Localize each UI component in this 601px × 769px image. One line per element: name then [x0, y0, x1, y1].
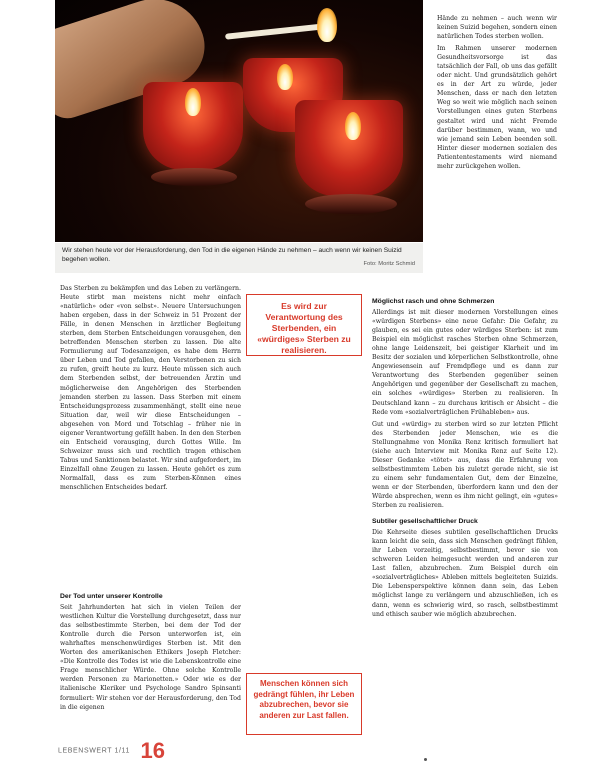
paragraph: Die Kehrseite dieses subtilen gesellschaftlichen Drucks kann leicht die sein, dass sich Menschen gedrängt fühlen, ihr Leben vorzeitig, selbstbestimmt, bevor sie von schweren Leiden heimgesucht werden und anderen zur Last fallen, abzubrechen. Zum Beispiel durch ein «sozialverträgliches» Ableben mittels begleiteten Suizids. Die Lebensperspektive können dann sein, das Leben möglichst lange zu verlängern und abzuschließen, ich es dann, wenn es schwierig wird, so rasch, selbstbestimmt und ethisch sauber wie möglich abzubrechen.	[372, 529, 558, 618]
section-heading: Möglichst rasch und ohne Schmerzen	[372, 298, 495, 305]
photo-credit: Foto: Moritz Schmid	[363, 261, 415, 267]
pull-quote-text: Es wird zur Verantwortung des Sterbenden, ein «würdiges» Sterben zu realisieren.	[257, 301, 351, 355]
column-right-top	[437, 14, 557, 171]
paragraph: Hände zu nehmen – auch wenn wir keinen Suizid begehen, sondern einen natürlichen Todes sterben wollen.	[437, 15, 557, 41]
column-right	[372, 297, 558, 619]
photo-caption	[55, 243, 423, 273]
paragraph: Allerdings ist mit dieser modernen Vorstellungen eines «würdigen Sterbens» eine neue Gefahr: Die Gefahr, zu glauben, es sei ein gutes oder würdiges Sterben: ist zum Beispiel ein möglichst rasches Sterben ohne Schmerzen, ohne lange Leidenszeit, bei geistiger Klarheit und im Besitz der sozialen und körperlichen Selbstkontrolle, ohne Angewiesensein auf Fremdpflege und es dann zur Verantwortung des Sterbenden gegenüber seinen Angehörigen und gegenüber der Gesellschaft zu machen, ein solches «würdiges» Sterben zu realisieren. In Deutschland kann – zu durchaus kritisch er Absicht – die Rede vom «sozialverträglichen Frühableben» aus.	[372, 309, 558, 416]
decorative-dot	[424, 758, 427, 761]
photo-caption-text: Wir stehen heute vor der Herausforderung, den Tod in die eigenen Hände zu nehmen – auch wenn wir keinen Suizid begehen wollen.	[62, 247, 402, 263]
column-middle	[246, 362, 366, 582]
candle-glass-right-base	[305, 194, 397, 214]
candle-flame-left	[185, 88, 201, 116]
candle-glass-left-base	[151, 168, 237, 186]
paragraph: Seit Jahrhunderten hat sich in vielen Teilen der westlichen Kultur die Vorstellung durchgesetzt, dass nur das selbstbestimmte Sterben, bei dem der Tod der Kontrolle durch die Person unterworfen ist, ein wahrhaftes menschenwürdiges Sterben ist. Mit den Worten des amerikanischen Ethikers Joseph Fletcher: «Die Kontrolle des Todes ist wie die Lebenskontrolle eine Frage menschlicher Würde. Ohne solche Kontrolle werden Personen zu Marionetten.» Oder wie es der italienische Kleriker und Psychologe Sandro Spinsanti formuliert: Wir stehen vor der Herausforderung, den Tod in die eigenen	[60, 604, 241, 711]
magazine-name: LEBENSWERT 1/11	[58, 747, 131, 755]
section-heading: Der Tod unter unserer Kontrolle	[60, 593, 163, 600]
flame-lighter	[317, 8, 337, 42]
paragraph: Gut und «würdig» zu sterben wird so zur letzten Pflicht des Sterbenden jeder Menschen, wie es die Stellungnahme von Monika Renz kritisch formuliert hat (siehe auch Interview mit Monika Renz auf Seite 12). Dieser Gedanke «tötet» aus, dass die Erfahrung von selbstbestimmtem Leben bis zuletzt gerade nicht, sie ist zu einem sehr fundamentalen Gut, dem der Einzelne, wenn er der Sterbenden, überfordern kann und den der Würde absprechen, wenn es ihm nicht gelingt, ein «gutes» Sterben zu realisieren.	[372, 420, 558, 510]
column-left	[60, 284, 241, 492]
candle-flame-middle	[277, 64, 293, 90]
pull-quote-text: Menschen können sich gedrängt fühlen, ihr Leben abzubrechen, bevor sie anderen zur Last fallen.	[253, 679, 355, 720]
candle-photo	[55, 0, 423, 242]
paragraph: Das Sterben zu bekämpfen und das Leben zu verlängern. Heute stirbt man meistens nicht mehr einfach «natürlich» oder «von selbst». Neuere Untersuchungen haben ergeben, dass in der Schweiz in 51 Prozent der Fälle, in denen Menschen in ärztlicher Begleitung sterben, dem Sterben Entscheidungen vorausgehen, den betreffenden Menschen sterben zu lassen. Die alte Formulierung auf Todesanzeigen, es habe dem Herrn über Leben und Tod gefallen, den Verstorbenen zu sich zu rufen, greift heute zu kurz. Heute müssen sich auch dem Sterbenden selbst, der betreuenden Ärztin und möglicherweise den Angehörigen des Sterbenden jemanden sterben zu lassen. Dass Sterben mit einem Entscheidungsprozess zusammenhängt, stellt eine neue Situation dar, weil wir diese Entscheidungen – abgesehen von Mord und Totschlag – früher nie in eigener Verantwortung gefällt haben. In den den Sterben ein Entscheid vorausging, durch Gottes Wille. Im Schweizer muss sich und rechtlich tragen ethischen Tabus und Sanktionen belastet. Wir sind aufgefordert, im Einzelfall ohne Zeugen zu lassen. Heute gehört es zum Normalfall, dass es zum Sterben-Können eines menschlichen Entscheides bedarf.	[60, 285, 241, 492]
page-footer	[58, 738, 165, 764]
pull-quote	[246, 294, 362, 356]
paragraph: Im Rahmen unserer modernen Gesundheitsvorsorge ist das tatsächlich der Fall, ob uns das gefällt oder nicht. Und grundsätzlich gehört es in der Art zu würde, jeder Menschen, dass er nach den letzten Weg so weit wie möglich nach seinen Vorstellungen eines guten Sterbens gestaltet wird und nicht Fremde darüber bestimmen, wann, wo und wie jemand sein Leben beenden soll. Hinter dieser modernen sozialen des Patiententestaments wird niemand mehr zurückgehen wollen.	[437, 45, 557, 170]
page-number: 16	[140, 738, 165, 763]
column-left-lower	[60, 585, 241, 712]
candle-flame-right	[345, 112, 361, 140]
section-heading: Subtiler gesellschaftlicher Druck	[372, 518, 478, 526]
pull-quote	[246, 673, 362, 735]
